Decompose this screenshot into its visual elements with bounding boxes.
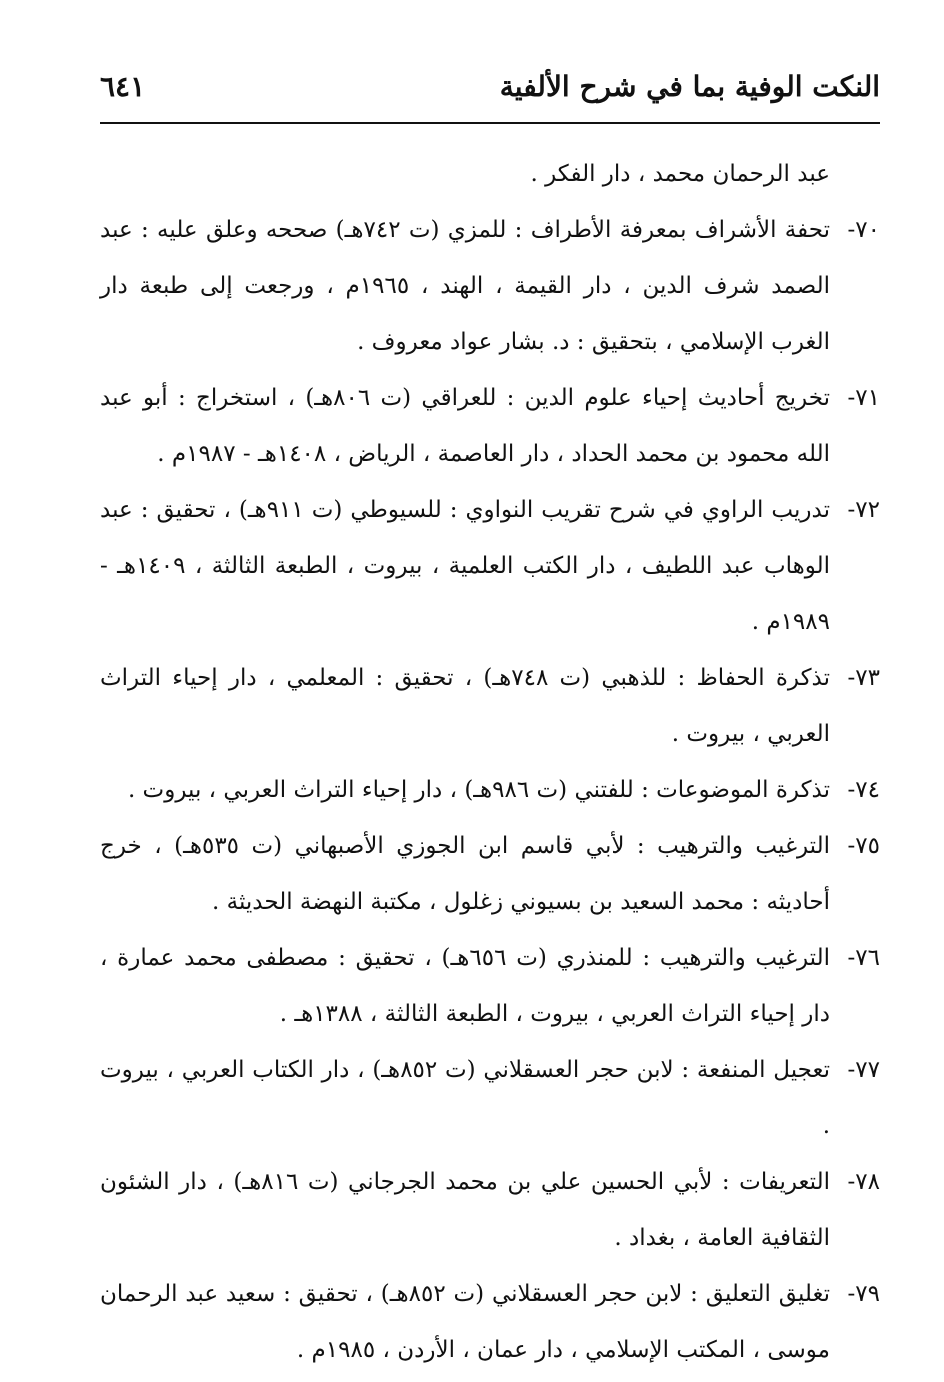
- continuation-line: عبد الرحمان محمد ، دار الفكر .: [530, 161, 830, 187]
- bibliography-entry: [100, 1042, 880, 1154]
- bibliography-entry: [100, 202, 880, 370]
- entry-text: تدريب الراوي في شرح تقريب النواوي : للسيوطي (ت ٩١١هـ) ، تحقيق : عبد الوهاب عبد اللطيف ، دار الكتب العلمية ، بيروت ، الطبعة الثالثة ، ١٤٠٩هـ - ١٩٨٩م .: [100, 497, 831, 635]
- bibliography-entry: [100, 370, 880, 482]
- entry-text: تذكرة الحفاظ : للذهبي (ت ٧٤٨هـ) ، تحقيق : المعلمي ، دار إحياء التراث العربي ، بيروت .: [100, 665, 831, 747]
- running-title: النكت الوفية بما في شرح الألفية: [499, 70, 880, 103]
- entry-number: ٧٨-: [847, 1169, 880, 1195]
- bibliography-entry: [100, 930, 880, 1042]
- entry-number: ٧٧-: [847, 1057, 880, 1083]
- entry-text: تحفة الأشراف بمعرفة الأطراف : للمزي (ت ٧٤٢هـ) صححه وعلق عليه : عبد الصمد شرف الدين ، دار القيمة ، الهند ، ١٩٦٥م ، ورجعت إلى طبعة دار الغرب الإسلامي ، بتحقيق : د. بشار عواد معروف .: [100, 217, 831, 355]
- page-header: [100, 60, 880, 124]
- bibliography-entry: [100, 818, 880, 930]
- bibliography-entry: [100, 1154, 880, 1266]
- bibliography-list: [100, 146, 880, 1378]
- entry-number: ٧٣-: [847, 665, 881, 691]
- entry-number: ٧٥-: [847, 833, 880, 859]
- bibliography-entry: [100, 650, 880, 762]
- entry-number: ٧٢-: [847, 497, 880, 523]
- bibliography-entry: [100, 1266, 880, 1378]
- entry-text: تخريج أحاديث إحياء علوم الدين : للعراقي (ت ٨٠٦هـ) ، استخراج : أبو عبد الله محمود بن محمد الحداد ، دار العاصمة ، الرياض ، ١٤٠٨هـ - ١٩٨٧م .: [100, 385, 830, 467]
- entry-text: الترغيب والترهيب : للمنذري (ت ٦٥٦هـ) ، تحقيق : مصطفى محمد عمارة ، دار إحياء التراث العربي ، بيروت ، الطبعة الثالثة ، ١٣٨٨هـ .: [100, 945, 831, 1027]
- entry-text: تذكرة الموضوعات : للفتني (ت ٩٨٦هـ) ، دار إحياء التراث العربي ، بيروت .: [127, 777, 830, 803]
- entry-text: تعجيل المنفعة : لابن حجر العسقلاني (ت ٨٥٢هـ) ، دار الكتاب العربي ، بيروت .: [100, 1057, 830, 1139]
- bibliography-entry: [100, 762, 880, 818]
- entry-number: ٧٠-: [847, 217, 881, 243]
- entry-number: ٧٩-: [847, 1281, 880, 1307]
- entry-text: الترغيب والترهيب : لأبي قاسم ابن الجوزي الأصبهاني (ت ٥٣٥هـ) ، خرج أحاديثه : محمد السعيد بن بسيوني زغلول ، مكتبة النهضة الحديثة .: [100, 833, 830, 915]
- entry-text: التعريفات : لأبي الحسين علي بن محمد الجرجاني (ت ٨١٦هـ) ، دار الشئون الثقافية العامة ، بغداد .: [100, 1169, 830, 1251]
- bibliography-entry: [100, 482, 880, 650]
- entry-number: ٧١-: [847, 385, 880, 411]
- entry-number: ٧٤-: [847, 777, 880, 803]
- entry-number: ٧٦-: [847, 945, 881, 971]
- page-number: ٦٤١: [100, 70, 146, 103]
- entry-text: تغليق التعليق : لابن حجر العسقلاني (ت ٨٥٢هـ) ، تحقيق : سعيد عبد الرحمان موسى ، المكتب الإسلامي ، دار عمان ، الأردن ، ١٩٨٥م .: [100, 1281, 830, 1363]
